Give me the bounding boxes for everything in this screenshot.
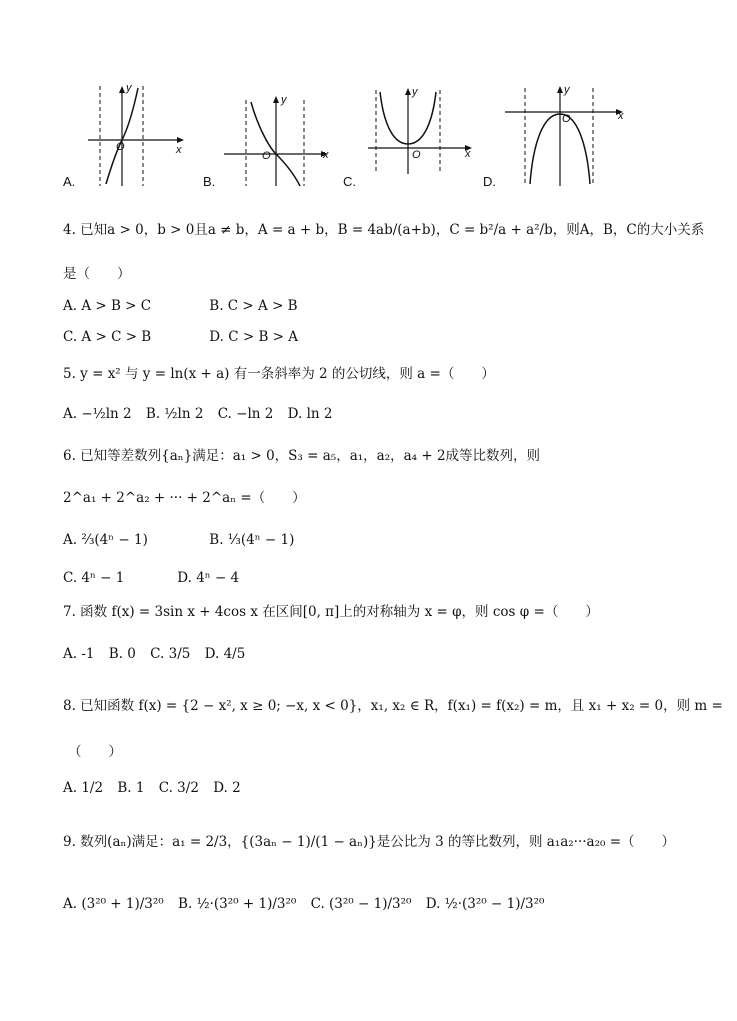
q7-option-d[interactable]: D. 4/5 [204, 646, 246, 662]
q6-option-c[interactable]: C. 4ⁿ − 1 [63, 570, 125, 586]
q9-option-a[interactable]: A. (3²⁰ + 1)/3²⁰ [63, 896, 164, 912]
q8-options [63, 782, 251, 796]
q5-option-d[interactable]: D. ln 2 [287, 406, 333, 422]
q7-option-b[interactable]: B. 0 [108, 646, 136, 662]
q5-option-a[interactable]: A. −½ln 2 [63, 406, 132, 422]
q9-stem: 9. 数列(aₙ)满足：a₁ = 2/3，{(3aₙ − 1)/(1 − aₙ)}是公比为 3 的等比数列，则 a₁a₂···a₂₀ =（ ） [63, 834, 676, 850]
graph-d-label: D. [483, 174, 496, 189]
q6-stem-cont: 2^a₁ + 2^a₂ + ··· + 2^aₙ =（ ） [63, 490, 306, 506]
q9-option-c[interactable]: C. (3²⁰ − 1)/3²⁰ [310, 896, 412, 912]
graph-c [368, 86, 478, 176]
q4-stem-cont: 是（ ） [63, 266, 131, 282]
graph-a-origin-label: O [116, 141, 125, 153]
graph-d-y-label: y [564, 84, 570, 96]
graph-b-x-label: x [323, 149, 329, 161]
q7-stem: 7. 函数 f(x) = 3sin x + 4cos x 在区间[0, π]上的对称轴为 x = φ，则 cos φ =（ ） [63, 604, 599, 620]
q9-option-b[interactable]: B. ½·(3²⁰ + 1)/3²⁰ [178, 896, 297, 912]
q4-option-a[interactable]: A. A > B > C [63, 298, 152, 314]
q6-options-row2 [63, 572, 249, 586]
graph-b-label: B. [203, 174, 216, 189]
graph-c-origin-label: O [412, 149, 421, 161]
q4-options-row2 [63, 331, 308, 345]
graph-c-x-label: x [465, 148, 471, 160]
graph-d-origin-label: O [562, 113, 571, 125]
q6-option-d[interactable]: D. 4ⁿ − 4 [177, 570, 240, 586]
q4-options-row1 [63, 300, 308, 314]
graph-d [505, 84, 635, 188]
graph-c-label: C. [343, 174, 356, 189]
graph-a-label: A. [63, 174, 76, 189]
graph-b-origin-label: O [262, 150, 271, 162]
graph-a-x-label: x [176, 144, 182, 156]
q5-option-b[interactable]: B. ½ln 2 [145, 406, 204, 422]
q4-stem: 4. 已知a > 0，b > 0且a ≠ b，A = a + b，B = 4ab/(a+b)，C = b²/a + a²/b，则A，B，C的大小关系 [63, 222, 705, 238]
q8-stem: 8. 已知函数 f(x) = {2 − x², x ≥ 0; −x, x < 0}，x₁, x₂ ∈ R，f(x₁) = f(x₂) = m，且 x₁ + x₂ = 0，则 m = [63, 698, 723, 714]
q8-stem-cont: （ ） [68, 744, 122, 760]
q4-option-d[interactable]: D. C > B > A [209, 329, 299, 345]
q7-option-c[interactable]: C. 3/5 [150, 646, 191, 662]
q5-option-c[interactable]: C. −ln 2 [217, 406, 274, 422]
q8-option-d[interactable]: D. 2 [213, 780, 241, 796]
graph-c-y-label: y [412, 86, 418, 98]
q8-option-c[interactable]: C. 3/2 [158, 780, 199, 796]
graph-b [224, 94, 334, 188]
q9-options [63, 898, 554, 912]
q6-options-row1 [63, 534, 304, 548]
graph-b-y-label: y [281, 94, 287, 106]
q4-option-c[interactable]: C. A > C > B [63, 329, 152, 345]
q5-options [63, 408, 342, 422]
q5-stem: 5. y = x² 与 y = ln(x + a) 有一条斜率为 2 的公切线，则 a =（ ） [63, 366, 495, 382]
q6-option-a[interactable]: A. ⅔(4ⁿ − 1) [63, 532, 148, 548]
q8-option-a[interactable]: A. 1/2 [63, 780, 104, 796]
q4-option-b[interactable]: B. C > A > B [209, 298, 298, 314]
q6-stem: 6. 已知等差数列{aₙ}满足：a₁ > 0，S₃ = a₅，a₁，a₂，a₄ + 2成等比数列，则 [63, 448, 541, 464]
q9-option-d[interactable]: D. ½·(3²⁰ − 1)/3²⁰ [425, 896, 545, 912]
q8-option-b[interactable]: B. 1 [117, 780, 145, 796]
graph-a [88, 84, 188, 188]
q7-option-a[interactable]: A. -1 [63, 646, 95, 662]
q7-options [63, 648, 255, 662]
graph-a-y-label: y [126, 82, 132, 94]
graph-d-x-label: x [618, 110, 624, 122]
q6-option-b[interactable]: B. ⅓(4ⁿ − 1) [209, 532, 295, 548]
